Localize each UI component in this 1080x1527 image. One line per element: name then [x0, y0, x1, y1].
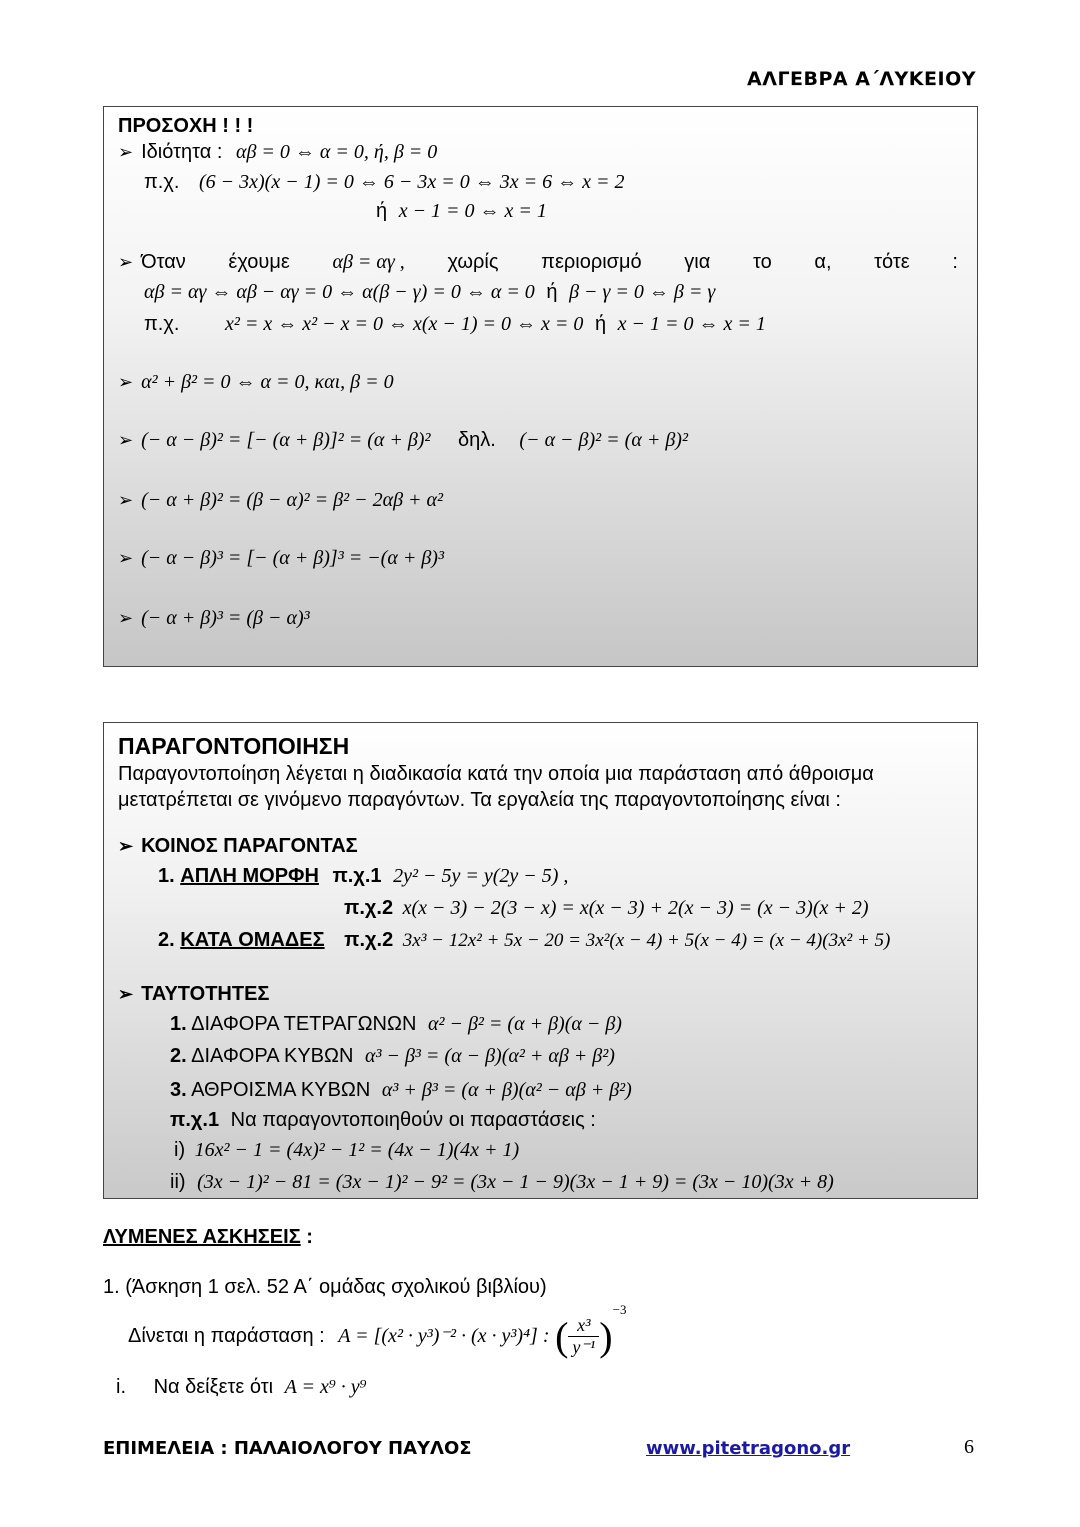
- identity-1-label: ΔΙΑΦΟΡΑ ΤΕΤΡΑΓΩΝΩΝ: [191, 1013, 417, 1035]
- given-fraction: [568, 1315, 599, 1358]
- arrow-bullet-icon: ➢: [118, 490, 134, 510]
- identity-2-line: [170, 1045, 615, 1068]
- formula-neg-square-b: (− α − β)² = (α + β)²: [519, 429, 688, 451]
- factorization-paragraph-1: Παραγοντοποίηση λέγεται η διαδικασία κατά την οποία μια παράσταση από άθροισμα: [118, 763, 874, 785]
- example-ii-label: ii): [170, 1171, 186, 1193]
- identity-1-line: [170, 1013, 622, 1036]
- left-paren-icon: (: [555, 1314, 569, 1360]
- identities-heading: [118, 983, 269, 1006]
- or-word: ή: [376, 200, 388, 222]
- or-word: ή: [546, 281, 558, 303]
- example1-line1: [144, 171, 624, 194]
- example1-line2: [376, 200, 547, 223]
- identity-2-label: ΔΙΑΦΟΡΑ ΚΥΒΩΝ: [191, 1045, 354, 1067]
- part-i-text: Να δείξετε ότι: [153, 1376, 274, 1398]
- task-line: [170, 1109, 596, 1132]
- arrow-bullet-icon: ➢: [118, 608, 134, 628]
- when-formula-a: αβ = αγ ⇔ αβ − αγ = 0 ⇔ α(β − γ) = 0 ⇔ α = 0: [144, 281, 535, 303]
- identity-3-formula: α³ + β³ = (α + β)(α² − αβ + β²): [381, 1079, 632, 1101]
- identity-3-number: 3.: [170, 1079, 187, 1101]
- arrow-bullet-icon: ➢: [118, 548, 134, 568]
- when-formula-b: β − γ = 0 ⇔ β = γ: [569, 281, 716, 303]
- example-1-formula: 2y² − 5y = y(2y − 5) ,: [393, 865, 569, 887]
- example-1-label: π.χ.1: [332, 865, 382, 887]
- bullet-neg-square: [118, 429, 688, 452]
- task-text: Να παραγοντοποιηθούν οι παραστάσεις :: [230, 1109, 596, 1131]
- attention-heading: ΠΡΟΣΟΧΗ ! ! !: [118, 115, 254, 137]
- when-word-2: έχουμε: [228, 251, 290, 273]
- formula-neg-cube: (− α − β)³ = [− (α + β)]³ = −(α + β)³: [141, 547, 444, 569]
- example-ii-formula: (3x − 1)² − 81 = (3x − 1)² − 9² = (3x − 1 − 9)(3x − 1 + 9) = (3x − 10)(3x + 8): [197, 1171, 834, 1193]
- bullet-diff-square: [118, 489, 443, 512]
- arrow-bullet-icon: ➢: [118, 430, 134, 450]
- identity-3-line: [170, 1079, 632, 1102]
- identity-2-formula: α³ − β³ = (α − β)(α² + αβ + β²): [364, 1045, 615, 1067]
- when-word-5: περιορισμό: [541, 251, 642, 273]
- or-word: ή: [594, 313, 607, 335]
- when-word-text: Όταν: [141, 251, 186, 273]
- example-label: π.χ.: [144, 171, 180, 193]
- factorization-heading: ΠΑΡΑΓΟΝΤΟΠΟΙΗΣΗ: [118, 733, 350, 759]
- example2-line: [144, 313, 766, 336]
- exercise-title: 1. (Άσκηση 1 σελ. 52 Α΄ ομάδας σχολικού βιβλίου): [103, 1276, 547, 1298]
- groups-number: 2.: [158, 929, 175, 951]
- identities-text: ΤΑΥΤΟΤΗΤΕΣ: [141, 983, 270, 1005]
- when-line: [118, 251, 958, 274]
- simple-form-line: [158, 865, 568, 888]
- example-2-line: [344, 897, 869, 920]
- example2-formula-b: x − 1 = 0 ⇔ x = 1: [617, 313, 766, 335]
- namely-word: δηλ.: [458, 429, 496, 451]
- arrow-bullet-icon: ➢: [118, 984, 134, 1004]
- bullet-neg-cube: [118, 547, 444, 570]
- solved-exercises-heading: [103, 1226, 313, 1249]
- formula-neg-square: (− α − β)² = [− (α + β)]² = (α + β)²: [141, 429, 431, 451]
- identity-3-label: ΑΘΡΟΙΣΜΑ ΚΥΒΩΝ: [191, 1079, 371, 1101]
- example1-formula-2: x − 1 = 0 ⇔ x = 1: [398, 200, 547, 222]
- attention-box: [103, 106, 978, 667]
- arrow-bullet-icon: ➢: [118, 836, 134, 856]
- task-label: π.χ.1: [170, 1109, 220, 1131]
- when-word-10: :: [952, 251, 958, 273]
- identity-2-number: 2.: [170, 1045, 187, 1067]
- fraction-numerator: x³: [568, 1315, 599, 1337]
- example-2-label: π.χ.2: [344, 897, 394, 919]
- when-word-6: για: [684, 251, 711, 273]
- solved-heading-colon: :: [306, 1226, 313, 1248]
- groups-label: ΚΑΤΑ ΟΜΑΔΕΣ: [180, 929, 325, 951]
- example-i-line: [174, 1139, 519, 1162]
- when-word-9: τότε: [874, 251, 910, 273]
- fraction-denominator: y⁻¹: [572, 1337, 596, 1358]
- arrow-bullet-icon: ➢: [118, 252, 134, 272]
- common-factor-heading: [118, 835, 358, 858]
- solved-heading-text: ΛΥΜΕΝΕΣ ΑΣΚΗΣΕΙΣ: [103, 1226, 301, 1248]
- identity-1-number: 1.: [170, 1013, 187, 1035]
- when-word-4: χωρίς: [447, 251, 499, 273]
- footer-author: ΕΠΙΜΕΛΕΙΑ : ΠΑΛΑΙΟΛΟΓΟΥ ΠΑΥΛΟΣ: [103, 1438, 472, 1459]
- formula-diff-cube: (− α + β)³ = (β − α)³: [141, 607, 310, 629]
- right-paren-icon: ): [599, 1314, 613, 1360]
- factorization-paragraph-2: μετατρέπεται σε γινόμενο παραγόντων. Τα εργαλεία της παραγοντοποίησης είναι :: [118, 789, 841, 811]
- when-word-1: [118, 251, 186, 274]
- example-ii-line: [170, 1171, 834, 1194]
- common-factor-text: ΚΟΙΝΟΣ ΠΑΡΑΓΟΝΤΑΣ: [141, 835, 358, 857]
- identity-1-formula: α² − β² = (α + β)(α − β): [427, 1013, 622, 1035]
- formula-diff-square: (− α + β)² = (β − α)² = β² − 2αβ + α²: [141, 489, 444, 511]
- footer-website-link[interactable]: www.pitetragono.gr: [646, 1438, 851, 1459]
- simple-form-label: ΑΠΛΗ ΜΟΡΦΗ: [180, 865, 319, 887]
- page-number: 6: [964, 1436, 974, 1458]
- simple-form-number: 1.: [158, 865, 175, 887]
- given-label: Δίνεται η παράσταση :: [128, 1325, 325, 1347]
- fraction-exponent: −3: [612, 1302, 627, 1317]
- formula-sum-squares: α² + β² = 0 ⇔ α = 0, και, β = 0: [141, 371, 394, 393]
- example-3-label: π.χ.2: [344, 929, 394, 951]
- bullet-diff-cube: [118, 607, 310, 630]
- when-formula-line: [144, 281, 715, 304]
- running-header: ΑΛΓΕΒΡΑ Α΄ΛΥΚΕΙΟΥ: [747, 68, 976, 90]
- when-word-3: αβ = αγ ,: [332, 251, 405, 273]
- example-i-formula: 16x² − 1 = (4x)² − 1² = (4x − 1)(4x + 1): [194, 1139, 520, 1161]
- example1-formula: (6 − 3x)(x − 1) = 0 ⇔ 6 − 3x = 0 ⇔ 3x = 6 ⇔ x = 2: [198, 171, 625, 193]
- when-word-7: το: [752, 251, 772, 273]
- example2-formula-a: x² = x ⇔ x² − x = 0 ⇔ x(x − 1) = 0 ⇔ x = 0: [224, 313, 584, 335]
- example-label: π.χ.: [144, 313, 180, 335]
- factorization-box: [103, 722, 978, 1199]
- part-i-formula: Α = x⁹ · y⁹: [284, 1376, 367, 1398]
- given-line: [128, 1302, 627, 1360]
- part-i-label: i.: [116, 1376, 126, 1398]
- arrow-bullet-icon: ➢: [118, 142, 134, 162]
- part-i-line: [116, 1376, 367, 1399]
- arrow-bullet-icon: ➢: [118, 372, 134, 392]
- property-formula: αβ = 0 ⇔ α = 0, ή, β = 0: [235, 141, 438, 163]
- example-2-formula: x(x − 3) − 2(3 − x) = x(x − 3) + 2(x − 3) = (x − 3)(x + 2): [402, 897, 869, 919]
- example-3-formula: 3x³ − 12x² + 5x − 20 = 3x²(x − 4) + 5(x − 4) = (x − 4)(3x² + 5): [402, 930, 891, 951]
- given-formula: Α = [(x² · y³)⁻² · (x · y³)⁴] :: [338, 1325, 550, 1347]
- when-word-8: α,: [814, 251, 832, 273]
- bullet-sum-squares: [118, 371, 394, 394]
- property-label: Ιδιότητα :: [141, 141, 223, 163]
- groups-line: [158, 929, 890, 952]
- example-i-label: i): [174, 1139, 186, 1161]
- property-line: [118, 141, 437, 164]
